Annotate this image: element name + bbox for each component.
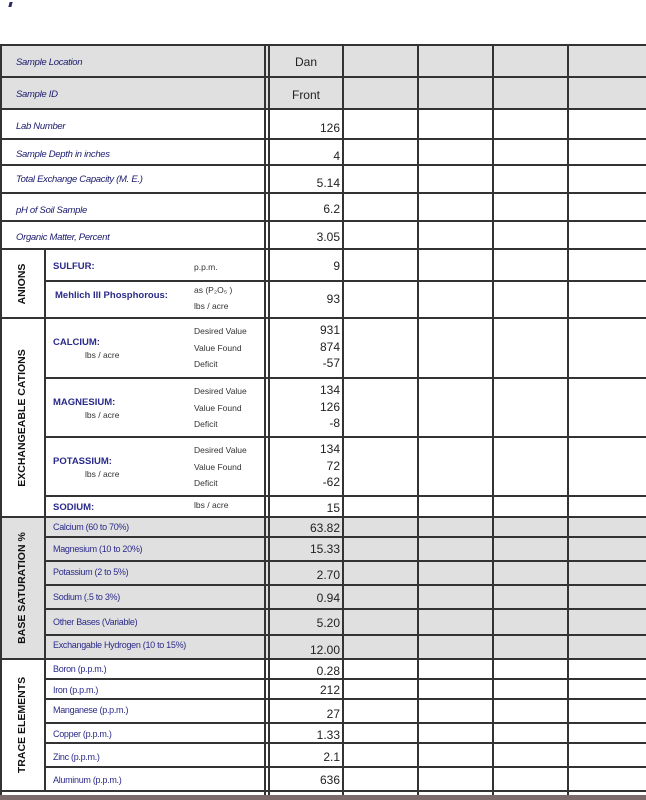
row-manganese [46, 698, 646, 722]
section-title: ANIONS [16, 263, 28, 304]
row-value[interactable]: 4 [333, 149, 340, 163]
row-base-hydrogen [46, 634, 646, 658]
section-title: TRACE ELEMENTS [16, 676, 28, 774]
deficit-label: Deficit [194, 359, 218, 369]
section-title: BASE SATURATION % [16, 532, 28, 644]
stat-values [266, 322, 340, 372]
deficit-value[interactable]: -8 [329, 416, 340, 430]
row-zinc [46, 742, 646, 766]
desired-label: Desired Value [194, 386, 247, 396]
row-base-calcium [46, 516, 646, 536]
row-label: Magnesium (10 to 20%) [53, 544, 143, 554]
row-unit: lbs / acre [194, 500, 229, 510]
row-boron [46, 658, 646, 678]
row-value[interactable]: 15.33 [309, 542, 340, 556]
section-title: EXCHANGEABLE CATIONS [16, 348, 28, 487]
row-base-other [46, 608, 646, 634]
row-value[interactable]: 2.1 [323, 750, 340, 764]
stray-mark [8, 2, 12, 7]
row-label: Mehlich III Phosphorous: [55, 290, 168, 301]
deficit-label: Deficit [194, 419, 218, 429]
row-unit: lbs / acre [85, 350, 120, 360]
row-unit: p.p.m. [194, 262, 218, 272]
row-copper [46, 722, 646, 742]
row-base-potassium [46, 560, 646, 584]
row-organic-matter [0, 220, 646, 248]
row-sulfur [0, 248, 646, 280]
row-value[interactable]: 15 [326, 501, 340, 515]
row-value[interactable]: 0.94 [316, 591, 340, 605]
found-value[interactable]: 874 [319, 339, 340, 354]
row-sample-depth [0, 138, 646, 164]
found-value[interactable]: 126 [319, 399, 340, 414]
row-label: CALCIUM: [53, 337, 100, 348]
row-magnesium [46, 377, 646, 436]
row-ph [0, 192, 646, 220]
row-label: Iron (p.p.m.) [53, 685, 99, 695]
stat-labels [194, 323, 247, 373]
stat-labels [194, 442, 247, 492]
row-label: SODIUM: [53, 502, 95, 513]
row-label: pH of Soil Sample [16, 205, 87, 216]
row-calcium [0, 317, 646, 377]
row-potassium [46, 436, 646, 495]
row-label: Organic Matter, Percent [16, 232, 110, 243]
row-label: Boron (p.p.m.) [53, 664, 107, 674]
row-value[interactable]: 636 [319, 773, 340, 787]
row-label: Exchangable Hydrogen (10 to 15%) [53, 640, 186, 650]
row-unit: lbs / acre [85, 410, 120, 420]
row-phosphorous [46, 280, 646, 317]
row-iron [46, 678, 646, 698]
desired-value[interactable]: 134 [319, 383, 340, 397]
row-lab-number [0, 108, 646, 138]
desired-label: Desired Value [194, 445, 247, 455]
row-label: Lab Number [16, 121, 66, 132]
row-label: Calcium (60 to 70%) [53, 522, 129, 532]
row-label: SULFUR: [53, 261, 95, 272]
row-label: Other Bases (Variable) [53, 617, 138, 627]
row-label: MAGNESIUM: [53, 397, 116, 408]
row-label: Sample Location [16, 57, 83, 68]
bottom-edge [0, 795, 646, 800]
desired-value[interactable]: 134 [319, 442, 340, 456]
row-value[interactable]: Dan [294, 55, 317, 69]
row-label: Total Exchange Capacity (M. E.) [16, 174, 143, 185]
row-value[interactable]: 3.05 [316, 230, 340, 244]
row-value[interactable]: 126 [319, 121, 340, 135]
stat-values [266, 441, 340, 491]
row-value[interactable]: 5.14 [316, 176, 340, 190]
row-label: Sodium (.5 to 3%) [53, 592, 120, 602]
row-value[interactable]: 1.33 [316, 728, 340, 742]
row-label: POTASSIUM: [53, 456, 112, 467]
row-value[interactable]: 2.70 [316, 568, 340, 582]
row-value[interactable]: 12.00 [309, 643, 340, 657]
row-sample-location [0, 44, 646, 76]
desired-label: Desired Value [194, 326, 247, 336]
stat-labels [194, 383, 247, 433]
row-unit: lbs / acre [85, 469, 120, 479]
row-value[interactable]: 93 [326, 292, 340, 306]
row-exchange-capacity [0, 164, 646, 192]
deficit-value[interactable]: -57 [322, 356, 340, 370]
row-label: Aluminum (p.p.m.) [53, 775, 122, 785]
found-value[interactable]: 72 [326, 458, 340, 473]
row-sodium [46, 495, 646, 516]
row-aluminum [46, 766, 646, 790]
row-value[interactable]: 63.82 [309, 521, 340, 535]
deficit-label: Deficit [194, 478, 218, 488]
section-trace-elements [0, 658, 46, 790]
found-label: Value Found [194, 461, 242, 472]
row-label: Copper (p.p.m.) [53, 729, 112, 739]
found-label: Value Found [194, 402, 242, 413]
row-label: Sample Depth in inches [16, 149, 110, 160]
row-label: Zinc (p.p.m.) [53, 752, 100, 762]
row-value[interactable]: Front [291, 88, 320, 102]
row-label: Sample ID [16, 89, 58, 100]
row-base-sodium [46, 584, 646, 608]
row-value[interactable]: 0.28 [316, 664, 340, 678]
row-sample-id [0, 76, 646, 108]
row-value[interactable]: 6.2 [323, 202, 340, 216]
row-value[interactable]: 9 [333, 259, 340, 273]
desired-value[interactable]: 931 [319, 323, 340, 337]
row-base-magnesium [46, 536, 646, 560]
row-label: Potassium (2 to 5%) [53, 567, 129, 577]
row-unit-2: lbs / acre [194, 301, 229, 311]
row-value[interactable]: 27 [326, 707, 340, 721]
row-value[interactable]: 5.20 [316, 616, 340, 630]
stat-values [266, 382, 340, 432]
section-base-saturation [0, 516, 46, 658]
row-label: Manganese (p.p.m.) [53, 705, 129, 715]
deficit-value[interactable]: -62 [322, 475, 340, 489]
row-value[interactable]: 212 [319, 683, 340, 697]
row-unit: as (P₂O₅ ) [194, 285, 233, 295]
found-label: Value Found [194, 342, 242, 353]
